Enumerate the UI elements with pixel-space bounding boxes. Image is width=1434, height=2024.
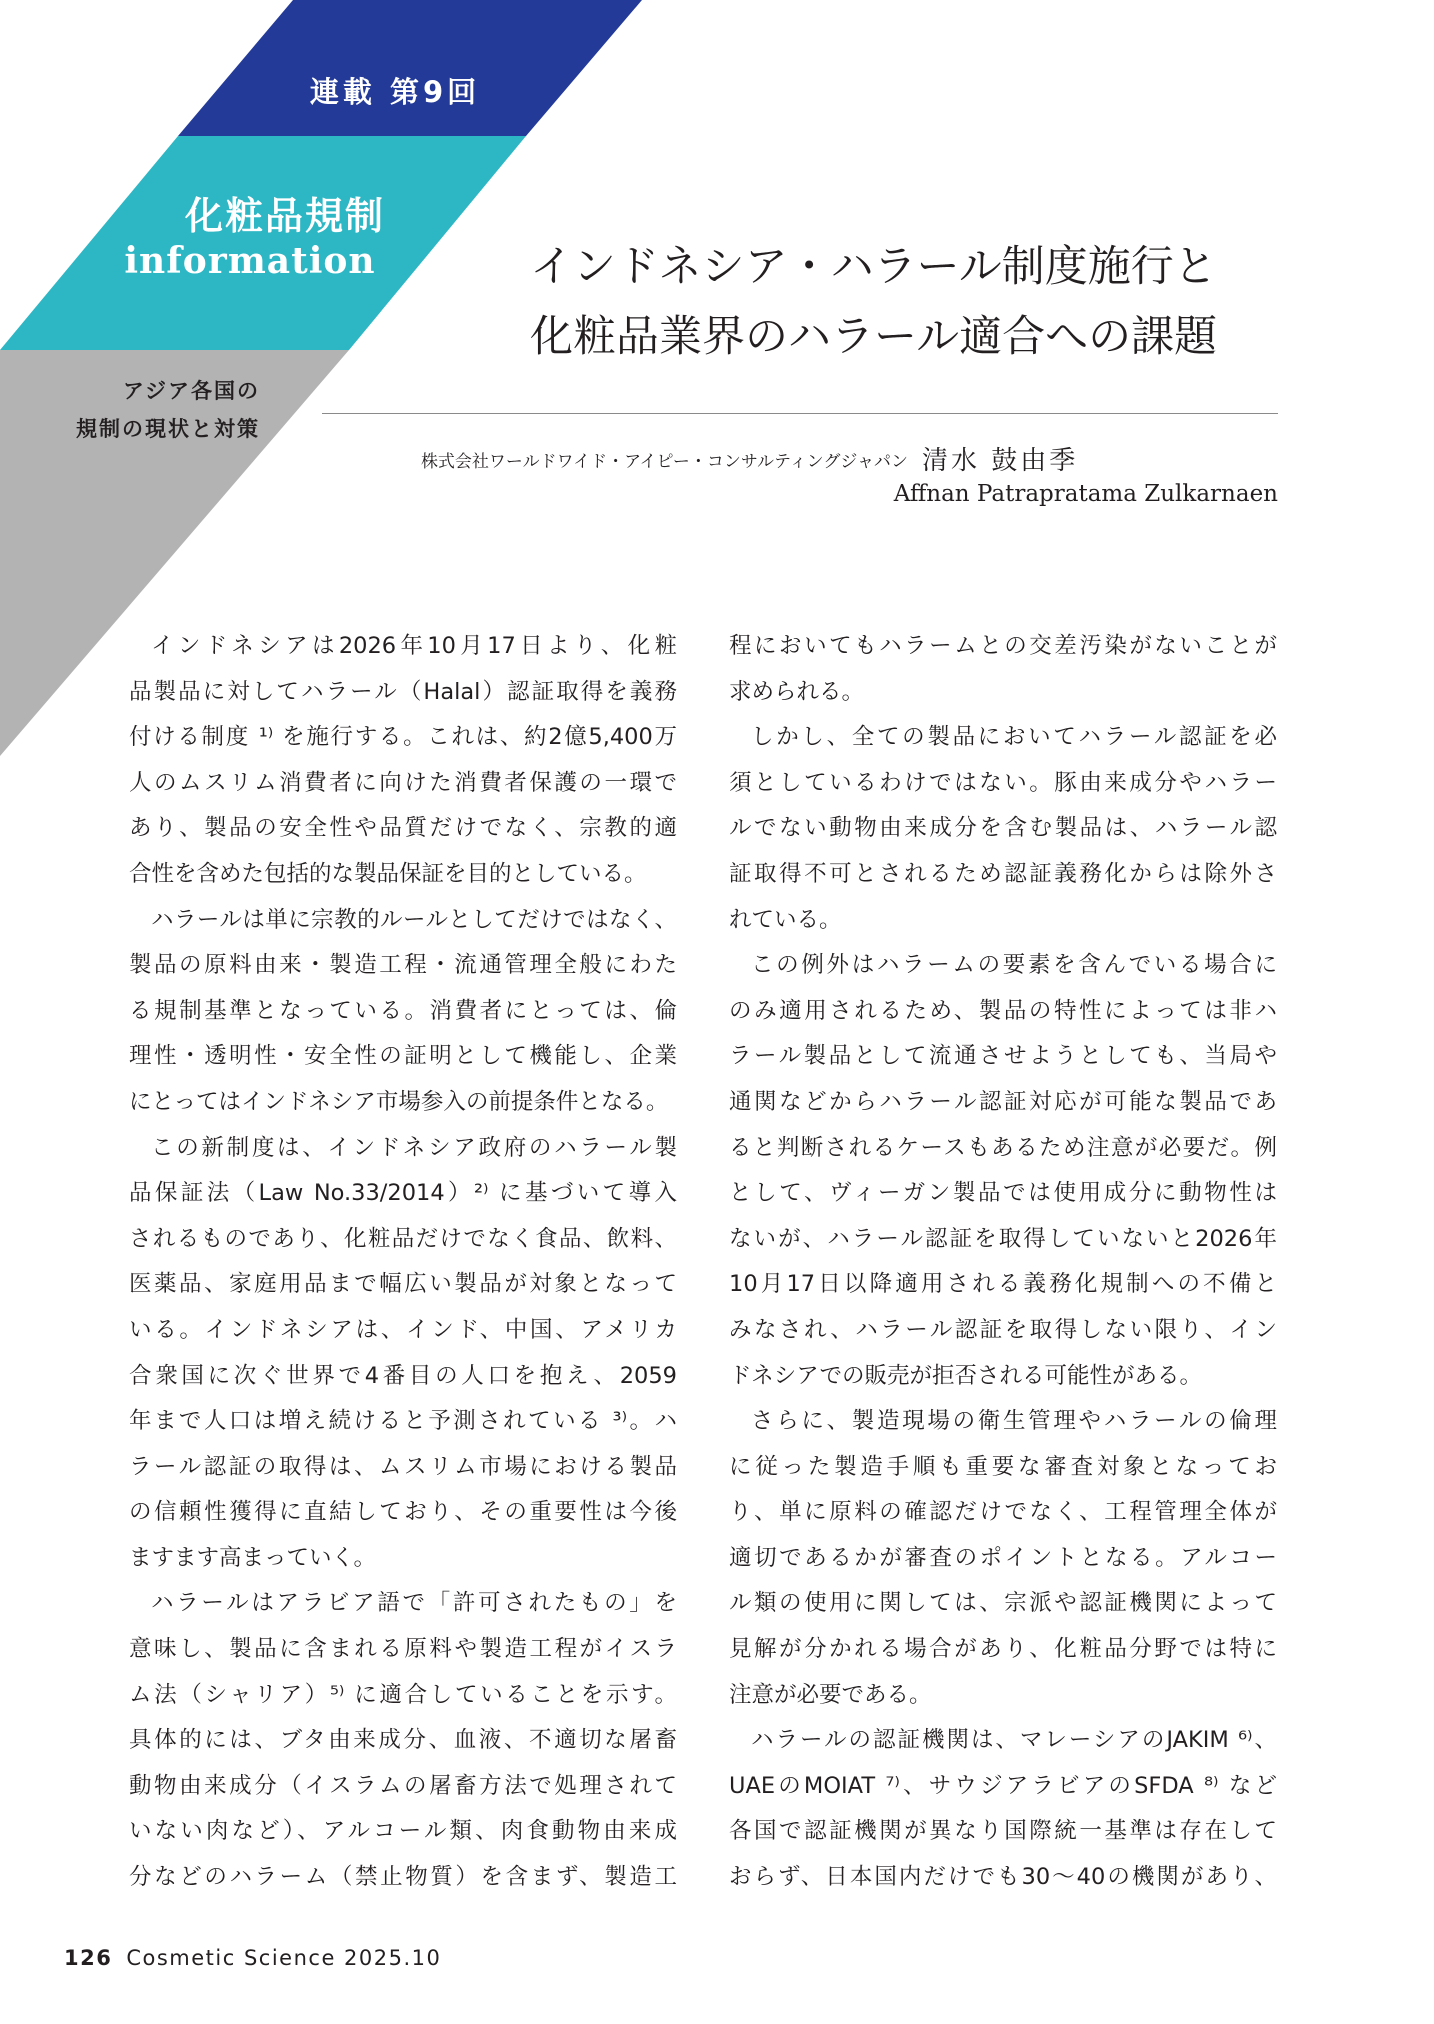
body-line: 動物由来成分（イスラムの屠畜方法で処理されて bbox=[129, 1772, 677, 1799]
author-name-jp: 清水 鼓由季 bbox=[922, 446, 1079, 476]
body-line: 各国で認証機関が異なり国際統一基準は存在して bbox=[729, 1818, 1277, 1845]
body-line: 適切であるかが審査のポイントとなる。アルコー bbox=[729, 1544, 1277, 1571]
page-footer bbox=[64, 1946, 441, 1970]
body-line: 品保証法（Law No.33/2014）²⁾ に基づいて導入 bbox=[129, 1180, 677, 1207]
body-line: 見解が分かれる場合があり、化粧品分野では特に bbox=[729, 1636, 1277, 1663]
body-line: ハラールの認証機関は、マレーシアのJAKIM ⁶⁾、 bbox=[751, 1727, 1277, 1754]
body-line: ルでない動物由来成分を含む製品は、ハラール認 bbox=[729, 815, 1277, 842]
body-line: る規制基準となっている。消費者にとっては、倫 bbox=[129, 997, 677, 1024]
body-line: 合性を含めた包括的な製品保証を目的としている。 bbox=[129, 860, 647, 887]
body-line: り、単に原料の確認だけでなく、工程管理全体が bbox=[729, 1499, 1277, 1526]
body-line: されるものであり、化粧品だけでなく食品、飲料、 bbox=[129, 1225, 677, 1252]
body-line: ハラールはアラビア語で「許可されたもの」を bbox=[151, 1590, 677, 1617]
body-line: 分などのハラーム（禁止物質）を含まず、製造工 bbox=[129, 1864, 677, 1891]
body-line: ハラールは単に宗教的ルールとしてだけではなく、 bbox=[151, 906, 677, 933]
body-line: 製品の原料由来・製造工程・流通管理全般にわた bbox=[129, 952, 677, 979]
author-name-en: Affnan Patrapratama Zulkarnaen bbox=[893, 481, 1278, 507]
body-line: ル類の使用に関しては、宗派や認証機関によって bbox=[729, 1590, 1277, 1617]
body-line: 年まで人口は増え続けると予測されている ³⁾。ハ bbox=[129, 1408, 677, 1435]
body-line: ム法（シャリア）⁵⁾ に適合していることを示す。 bbox=[129, 1681, 677, 1708]
series-label: 連載 第9回 bbox=[309, 75, 481, 109]
body-line: 証取得不可とされるため認証義務化からは除外さ bbox=[729, 860, 1277, 887]
body-line: 理性・透明性・安全性の証明として機能し、企業 bbox=[129, 1043, 677, 1070]
body-line: この新制度は、インドネシア政府のハラール製 bbox=[151, 1134, 677, 1161]
side-note bbox=[30, 372, 260, 448]
body-line: インドネシアは2026年10月17日より、化粧 bbox=[151, 633, 677, 659]
body-line: さらに、製造現場の衛生管理やハラールの倫理 bbox=[751, 1408, 1277, 1435]
body-line: 注意が必要である。 bbox=[729, 1681, 932, 1708]
body-line: UAEのMOIAT ⁷⁾、サウジアラビアのSFDA ⁸⁾ など bbox=[729, 1772, 1277, 1799]
body-line: 人のムスリム消費者に向けた消費者保護の一環で bbox=[129, 769, 677, 796]
body-line: として、ヴィーガン製品では使用成分に動物性は bbox=[729, 1180, 1277, 1207]
category-subtitle: information bbox=[124, 240, 376, 282]
body-line: 具体的には、ブタ由来成分、血液、不適切な屠畜 bbox=[129, 1727, 677, 1754]
body-line: 意味し、製品に含まれる原料や製造工程がイスラ bbox=[129, 1636, 677, 1663]
body-line: に従った製造手順も重要な審査対象となってお bbox=[729, 1453, 1277, 1480]
body-line: ますます高まっていく。 bbox=[129, 1544, 377, 1571]
body-line: にとってはインドネシア市場参入の前提条件となる。 bbox=[129, 1088, 669, 1115]
body-column-left bbox=[129, 624, 677, 1901]
journal-issue: Cosmetic Science 2025.10 bbox=[126, 1946, 442, 1970]
body-line: ラール認証の取得は、ムスリム市場における製品 bbox=[129, 1453, 677, 1480]
body-line: 合衆国に次ぐ世界で4番目の人口を抱え、2059 bbox=[129, 1362, 677, 1389]
body-line: この例外はハラームの要素を含んでいる場合に bbox=[751, 952, 1277, 979]
article-title-line: 化粧品業界のハラール適合への課題 bbox=[530, 312, 1218, 362]
body-line: 10月17日以降適用される義務化規制への不備と bbox=[729, 1271, 1277, 1298]
page-number: 126 bbox=[64, 1946, 113, 1970]
article-title-line: インドネシア・ハラール制度施行と bbox=[530, 242, 1217, 292]
body-line: 医薬品、家庭用品まで幅広い製品が対象となって bbox=[129, 1271, 677, 1298]
body-line: 通関などからハラール認証対応が可能な製品であ bbox=[729, 1088, 1277, 1115]
title-divider bbox=[322, 413, 1278, 414]
body-line: れている。 bbox=[729, 906, 842, 933]
body-line: 程においてもハラームとの交差汚染がないことが bbox=[729, 633, 1277, 659]
body-line: のみ適用されるため、製品の特性によっては非ハ bbox=[729, 997, 1277, 1024]
body-line: 品製品に対してハラール（Halal）認証取得を義務 bbox=[129, 678, 677, 705]
body-column-right bbox=[729, 624, 1277, 1901]
body-line: ると判断されるケースもあるため注意が必要だ。例 bbox=[729, 1134, 1277, 1161]
body-line: の信頼性獲得に直結しており、その重要性は今後 bbox=[129, 1499, 677, 1526]
body-line: いない肉など）、アルコール類、肉食動物由来成 bbox=[129, 1818, 677, 1845]
author-affiliation: 株式会社ワールドワイド・アイピー・コンサルティングジャパン bbox=[420, 452, 908, 472]
body-line: 付ける制度 ¹⁾ を施行する。これは、約2億5,400万 bbox=[129, 724, 677, 751]
body-line: ドネシアでの販売が拒否される可能性がある。 bbox=[729, 1362, 1202, 1389]
body-line: みなされ、ハラール認証を取得しない限り、イン bbox=[729, 1316, 1277, 1343]
category-title: 化粧品規制 bbox=[184, 194, 385, 238]
body-line: いる。インドネシアは、インド、中国、アメリカ bbox=[129, 1316, 677, 1343]
body-line: おらず、日本国内だけでも30〜40の機関があり、 bbox=[729, 1864, 1277, 1891]
article-title bbox=[530, 232, 1380, 372]
side-note-line: アジア各国の bbox=[122, 379, 260, 403]
body-line: しかし、全ての製品においてハラール認証を必 bbox=[751, 724, 1277, 751]
body-line: 求められる。 bbox=[729, 678, 865, 705]
body-line: ラール製品として流通させようとしても、当局や bbox=[729, 1043, 1277, 1070]
body-line: あり、製品の安全性や品質だけでなく、宗教的適 bbox=[129, 815, 677, 842]
side-note-line: 規制の現状と対策 bbox=[76, 417, 260, 441]
body-line: ないが、ハラール認証を取得していないと2026年 bbox=[729, 1225, 1277, 1252]
body-line: 須としているわけではない。豚由来成分やハラー bbox=[729, 769, 1277, 796]
series-band bbox=[178, 0, 642, 136]
